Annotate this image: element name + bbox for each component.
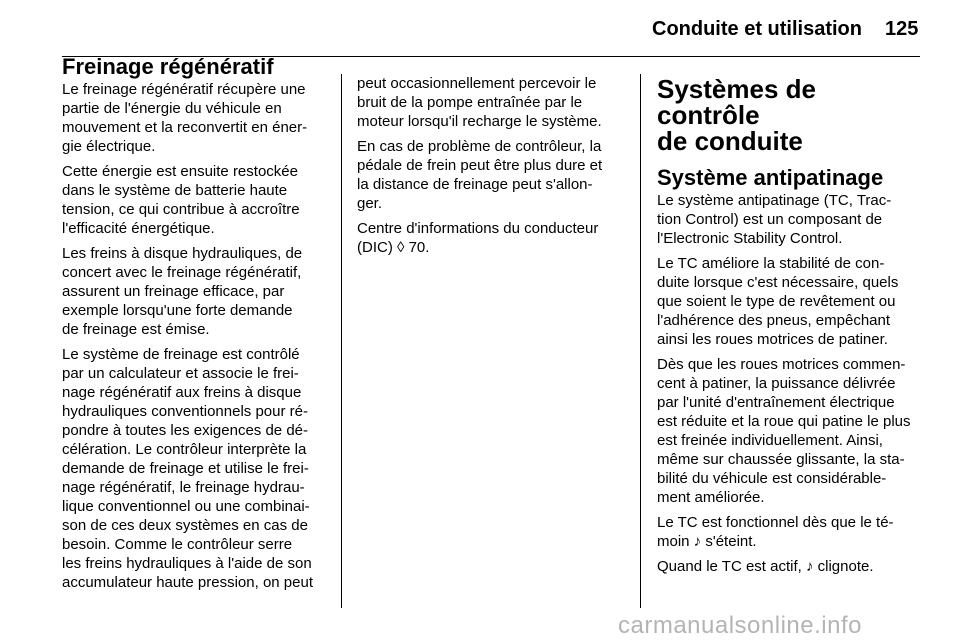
paragraph: [62, 244, 332, 339]
text-line: tension, ce qui contribue à accroître: [62, 201, 300, 218]
text-line: l'Electronic Stability Control.: [657, 230, 843, 247]
text-line: dans le système de batterie haute: [62, 182, 288, 199]
section-heading-traction-control: Système antipatinage: [657, 165, 884, 190]
column-divider-2: [640, 74, 641, 608]
text-line: par un calculateur et associe le frei-: [62, 365, 299, 382]
text-line: son de ces deux systèmes en cas de: [62, 517, 308, 534]
paragraph: [657, 557, 925, 576]
paragraph: [657, 355, 925, 507]
paragraph: [657, 254, 925, 349]
text-line: l'efficacité énergétique.: [62, 220, 215, 237]
chapter-heading-line-1: Systèmes de contrôle: [657, 74, 816, 130]
page-number: 125: [885, 18, 919, 40]
column-3-body: [657, 191, 925, 576]
paragraph: [357, 219, 627, 257]
text-line: Cette énergie est ensuite restockée: [62, 163, 298, 180]
text-line: Le TC améliore la stabilité de con-: [657, 255, 885, 272]
watermark: carmanualsonline.info: [618, 612, 862, 639]
text-line: Le TC est fonctionnel dès que le té-: [657, 514, 894, 531]
text-line: de freinage est émise.: [62, 321, 210, 338]
text-line: les freins hydrauliques à l'aide de son: [62, 555, 312, 572]
text-line: duite lorsque c'est nécessaire, quels: [657, 274, 899, 291]
text-line: pédale de frein peut être plus dure et: [357, 157, 603, 174]
column-3: [657, 76, 925, 582]
text-line: besoin. Comme le contrôleur serre: [62, 536, 293, 553]
text-line: concert avec le freinage régénératif,: [62, 264, 302, 281]
column-1: [62, 54, 332, 598]
text-line: cent à patiner, la puissance délivrée: [657, 375, 896, 392]
text-line: ment améliorée.: [657, 489, 765, 506]
text-line: par l'unité d'entraînement électrique: [657, 394, 895, 411]
text-line: lique conventionnel ou une combinai-: [62, 498, 310, 515]
text-line: la distance de freinage peut s'allon-: [357, 176, 593, 193]
text-line: célération. Le contrôleur interprète la: [62, 441, 307, 458]
paragraph: [357, 137, 627, 213]
chapter-title: Conduite et utilisation: [652, 18, 862, 40]
text-line: Les freins à disque hydrauliques, de: [62, 245, 303, 262]
text-line: bruit de la pompe entraînée par le: [357, 94, 583, 111]
column-2: [357, 74, 627, 263]
text-line: mouvement et la reconvertit en éner-: [62, 119, 308, 136]
text-line: est réduite et la roue qui patine le plus: [657, 413, 911, 430]
column-2-body: [357, 74, 627, 257]
text-line: tion Control) est un composant de: [657, 211, 883, 228]
text-line: moin ♪ s'éteint.: [657, 533, 757, 550]
text-line: bilité du véhicule est considérable-: [657, 470, 887, 487]
text-line: exemple lorsqu'une forte demande: [62, 302, 293, 319]
paragraph: [657, 513, 925, 551]
paragraph: [62, 80, 332, 156]
text-line: ger.: [357, 195, 383, 212]
column-1-body: [62, 80, 332, 592]
text-line: Le système antipatinage (TC, Trac-: [657, 192, 892, 209]
text-line: (DIC) ◊ 70.: [357, 239, 430, 256]
chapter-heading-line-2: de conduite: [657, 126, 803, 156]
text-line: nage régénératif, le freinage hydrau-: [62, 479, 305, 496]
text-line: partie de l'énergie du véhicule en: [62, 100, 282, 117]
text-line: pondre à toutes les exigences de dé-: [62, 422, 308, 439]
text-line: gie électrique.: [62, 138, 156, 155]
text-line: l'adhérence des pneus, empêchant: [657, 312, 891, 329]
paragraph: [62, 345, 332, 592]
text-line: accumulateur haute pression, on peut: [62, 574, 313, 591]
text-line: est freinée individuellement. Ainsi,: [657, 432, 883, 449]
paragraph: [62, 162, 332, 238]
text-line: même sur chaussée glissante, la sta-: [657, 451, 905, 468]
text-line: hydrauliques conventionnels pour ré-: [62, 403, 308, 420]
text-line: que soient le type de revêtement ou: [657, 293, 896, 310]
paragraph: [657, 191, 925, 248]
column-divider-1: [341, 74, 342, 608]
text-line: demande de freinage et utilise le frei-: [62, 460, 309, 477]
text-line: assurent un freinage efficace, par: [62, 283, 285, 300]
text-line: Dès que les roues motrices commen-: [657, 356, 906, 373]
text-line: ainsi les roues motrices de patiner.: [657, 331, 888, 348]
paragraph: [357, 74, 627, 131]
text-line: Centre d'informations du conducteur: [357, 220, 599, 237]
text-line: nage régénératif aux freins à disque: [62, 384, 302, 401]
text-line: moteur lorsqu'il recharge le système.: [357, 113, 602, 130]
text-line: Le freinage régénératif récupère une: [62, 81, 306, 98]
text-line: En cas de problème de contrôleur, la: [357, 138, 602, 155]
text-line: Quand le TC est actif, ♪ clignote.: [657, 558, 874, 575]
text-line: peut occasionnellement percevoir le: [357, 75, 597, 92]
section-heading-regenerative-braking: Freinage régénératif: [62, 54, 274, 79]
text-line: Le système de freinage est contrôlé: [62, 346, 300, 363]
